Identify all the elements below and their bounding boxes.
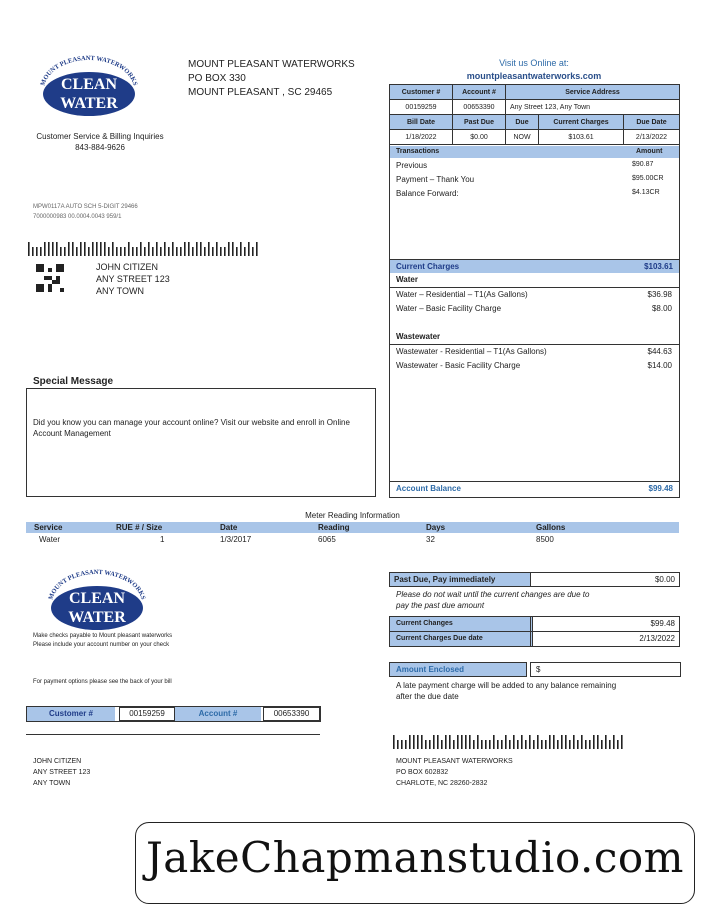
barcode-bar [240,242,242,256]
wastewater-section-label: Wastewater [396,332,441,341]
stub-customer-value: 00159259 [119,707,175,721]
customer-address [96,261,170,297]
company-city: MOUNT PLEASANT , SC 29465 [188,87,333,98]
barcode-bar [224,247,226,256]
barcode-bar [565,735,567,749]
meter-cell: 32 [426,535,435,544]
barcode-bar [425,740,427,749]
barcode-bar [252,247,254,256]
amount-enclosed-label: Amount Enclosed [389,662,527,677]
meter-title: Meter Reading Information [305,511,400,520]
barcode-bar [573,735,575,749]
checks-line2: Please include your account number on your check [33,642,170,648]
barcode-bar [120,247,122,256]
charge-row: Wastewater - Basic Facility Charge $14.00 [396,361,672,370]
barcode-bar [60,247,62,256]
value-bill-date: 1/18/2022 [390,130,453,145]
barcode-bar [124,247,126,256]
customer-town: ANY TOWN [96,286,145,296]
stub-customer-town: ANY TOWN [33,780,71,787]
barcode-bar [128,242,130,256]
current-charges-amount: $103.61 [644,262,673,271]
water-section-label: Water [396,275,418,284]
barcode-bar [601,740,603,749]
value-account-num: 00653390 [453,100,506,115]
barcode-bar [529,735,531,749]
barcode-bar [461,735,463,749]
divider [390,287,679,288]
header-bill-date: Bill Date [390,115,453,130]
barcode-bar [417,735,419,749]
stub-customer-address [33,756,90,789]
wastewater-charges [396,347,672,375]
barcode-bar [545,740,547,749]
amount-enclosed-input[interactable]: $ [530,662,681,677]
barcode-bar [84,242,86,256]
transactions-label: Transactions [396,148,440,155]
barcode-bar [168,247,170,256]
divider [390,344,679,345]
barcode-bar [204,247,206,256]
barcode-bar [597,735,599,749]
payment-options-note: For payment options please see the back of your bill [33,679,172,685]
header-customer-num: Customer # [390,85,453,100]
barcode-bar [76,247,78,256]
company-address [188,58,355,100]
stub-logo-arc-text: MOUNT PLEASANT WATERWORKS [47,568,147,601]
barcode-bar [405,740,407,749]
barcode-bar [585,740,587,749]
special-message-title: Special Message [33,376,114,387]
barcode-bar [449,735,451,749]
barcode-bar [48,242,50,256]
barcode-bar [589,740,591,749]
barcode-bar [52,242,54,256]
barcode-bar [485,740,487,749]
charge-row: Wastewater - Residential – T1(As Gallons) $44.63 [396,347,672,356]
barcode-bar [176,247,178,256]
value-past-due: $0.00 [453,130,506,145]
barcode-bar [549,735,551,749]
meter-header: Gallons [536,523,566,532]
barcode-bar [184,242,186,256]
customer-service-phone: 843-884-9626 [75,143,125,152]
header-past-due: Past Due [453,115,506,130]
barcode-bar [409,735,411,749]
barcode-bar [144,247,146,256]
barcode-bar [196,242,198,256]
current-due-label: Current Charges Due date [389,631,533,647]
header-current-charges: Current Charges [539,115,624,130]
special-message-box [26,388,376,497]
watermark-box [135,822,695,904]
barcode-bar [413,735,415,749]
late-payment-note [396,680,616,702]
website-link[interactable]: mountpleasantwaterworks.com [466,71,602,81]
mail-code-line2: 7000000983 00.0004.0043 959/1 [33,214,122,220]
barcode-bar [192,247,194,256]
barcode-bar [188,242,190,256]
barcode-bar [493,735,495,749]
barcode-bar [421,735,423,749]
barcode-bar [80,242,82,256]
barcode-bar [96,242,98,256]
visit-online-label: Visit us Online at: [499,58,569,68]
barcode-bar [445,735,447,749]
logo [32,52,144,122]
barcode-bar [397,740,399,749]
barcode-bar [228,242,230,256]
stub-customer-label: Customer # [27,707,115,721]
barcode-bar [88,247,90,256]
customer-service [20,131,180,153]
charge-row: Water – Basic Facility Charge $8.00 [396,304,672,313]
past-due-value: $0.00 [530,572,680,587]
barcode-bar [437,735,439,749]
barcode-bar [541,740,543,749]
barcode-bar [525,740,527,749]
mail-code-line1: MPW0117A AUTO SCH 5-DIGIT 29466 [33,204,138,210]
amount-label: Amount [636,148,663,155]
stub-account-label: Account # [175,707,261,721]
barcode-bar [577,740,579,749]
transaction-row: Balance Forward: $4.13CR [396,189,660,198]
barcode-bar [505,735,507,749]
logo-line2: WATER [60,95,118,112]
barcode-bar [28,242,30,256]
barcode-bar [100,242,102,256]
barcode-bar [593,735,595,749]
charge-row: Water – Residential – T1(As Gallons) $36.98 [396,290,672,299]
meter-cell: 6065 [318,535,336,544]
current-due-value: 2/13/2022 [530,631,680,647]
barcode-bar [441,740,443,749]
customer-street: ANY STREET 123 [96,274,170,284]
barcode-bar [72,242,74,256]
barcode-bar [208,242,210,256]
barcode-bar [156,242,158,256]
current-changes-label: Current Changes [389,616,533,632]
value-service-address: Any Street 123, Any Town [506,100,680,115]
meter-header: Reading [318,523,350,532]
barcode-bar [621,735,623,749]
checks-payable-note [33,632,172,650]
barcode-bar [220,247,222,256]
past-due-label: Past Due, Pay immediately [389,572,531,587]
remit-address [396,756,513,789]
barcode-bar [477,735,479,749]
header-due: Due [506,115,539,130]
barcode-bar [232,242,234,256]
barcode-bar [465,735,467,749]
current-charges-label: Current Charges [396,262,460,271]
barcode-bar [521,735,523,749]
barcode-bar [489,740,491,749]
account-balance-label: Account Balance [396,484,461,493]
barcode-bar [44,242,46,256]
barcode-bar [401,740,403,749]
barcode-bar [68,242,70,256]
barcode-bar [513,735,515,749]
barcode-bar [148,242,150,256]
stub-logo-line1: CLEAN [68,590,126,607]
barcode-bar [140,242,142,256]
barcode-bar [429,740,431,749]
barcode-bar [92,242,94,256]
barcode-bar [172,242,174,256]
barcode-bar [56,242,58,256]
water-charges [396,290,672,318]
barcode-bar [40,247,42,256]
barcode-bar [152,247,154,256]
barcode-bar [36,247,38,256]
mail-codes [33,202,138,222]
current-changes-value: $99.48 [530,616,680,632]
stub-divider [26,734,320,735]
barcode-bar [393,735,395,749]
transactions-list [396,161,674,203]
header-account-num: Account # [453,85,506,100]
stub-customer-name: JOHN CITIZEN [33,758,82,765]
meter-header: RUE # / Size [116,523,163,532]
barcode-bar [509,740,511,749]
company-name: MOUNT PLEASANT WATERWORKS [188,59,355,70]
company-box: PO BOX 330 [188,73,246,84]
barcode-bar [108,247,110,256]
meter-cell: 8500 [536,535,554,544]
barcode-bar [136,247,138,256]
barcode-bar [533,740,535,749]
barcode-bar [501,740,503,749]
remit-box: PO BOX 602832 [396,769,449,776]
barcode-bar [605,735,607,749]
past-due-note-line2: pay the past due amount [396,601,485,610]
barcode-bar [537,735,539,749]
barcode-bar [613,735,615,749]
barcode-bar [617,740,619,749]
value-current-charges: $103.61 [539,130,624,145]
special-message-text: Did you know you can manage your account online? Visit our website and enroll in Online Account Management [33,418,350,438]
barcode-bar [104,242,106,256]
barcode-bar [497,740,499,749]
transactions-header [390,146,679,158]
barcode-bar [517,740,519,749]
past-due-note-line1: Please do not wait until the current changes are due to [396,590,590,599]
barcode-bar [116,247,118,256]
barcode-bar [200,242,202,256]
past-due-note [396,589,589,611]
barcode-bar [557,740,559,749]
meter-cell: Water [39,535,61,544]
stub-account-value: 00653390 [263,707,320,721]
stub-account-box [26,706,321,722]
transaction-row: Previous $90.87 [396,161,654,170]
barcode-bar [236,247,238,256]
customer-service-label: Customer Service & Billing Inquiries [36,132,164,141]
barcode-bar [180,247,182,256]
value-customer-num: 00159259 [390,100,453,115]
stub-customer-street: ANY STREET 123 [33,769,91,776]
late-note-line2: after the due date [396,692,459,701]
summary-table-top [389,84,680,145]
value-due: NOW [506,130,539,145]
header-service-address: Service Address [506,85,680,100]
customer-name: JOHN CITIZEN [96,262,158,272]
barcode-bar [433,735,435,749]
late-note-line1: A late payment charge will be added to any balance remaining [396,681,617,690]
barcode-bar [244,247,246,256]
barcode-bar [609,740,611,749]
barcode-bar [457,735,459,749]
meter-header: Days [426,523,446,532]
logo-line1: CLEAN [60,76,118,93]
barcode-bar [453,740,455,749]
barcode-bar [248,242,250,256]
barcode-bar [216,242,218,256]
barcode-bar [473,740,475,749]
logo-arc-text: MOUNT PLEASANT WATERWORKS [39,54,139,87]
barcode-bar [569,740,571,749]
meter-header-row [26,522,679,533]
barcode-bar [256,242,258,256]
barcode-bar [561,735,563,749]
watermark-text: JakeChapmanstudio.com [145,833,685,882]
barcode-bar [64,247,66,256]
barcode-bar [212,247,214,256]
barcode-bar [112,242,114,256]
barcode-bar [481,740,483,749]
qr-code-icon [36,264,64,292]
header-due-date: Due Date [624,115,680,130]
account-balance-amount: $99.48 [648,484,673,493]
meter-cell: 1/3/2017 [220,535,252,544]
current-charges-header [390,259,679,273]
postal-barcode [28,242,260,256]
barcode-bar [581,735,583,749]
barcode-bar [164,242,166,256]
stub-logo-line2: WATER [68,609,126,626]
remit-city: CHARLOTE, NC 28260-2832 [396,780,488,787]
barcode-bar [160,247,162,256]
meter-header: Service [34,523,63,532]
barcode-bar [469,735,471,749]
remit-barcode [393,735,625,749]
transaction-row: Payment – Thank You $95.00CR [396,175,664,184]
remit-name: MOUNT PLEASANT WATERWORKS [396,758,513,765]
barcode-bar [553,735,555,749]
meter-header: Date [220,523,238,532]
meter-cell: 1 [160,535,165,544]
meter-data-row [26,534,679,545]
barcode-bar [132,247,134,256]
value-due-date: 2/13/2022 [624,130,680,145]
barcode-bar [32,247,34,256]
checks-line1: Make checks payable to Mount pleasant waterworks [33,633,173,639]
account-balance-row [390,481,679,496]
stub-logo [40,566,152,636]
